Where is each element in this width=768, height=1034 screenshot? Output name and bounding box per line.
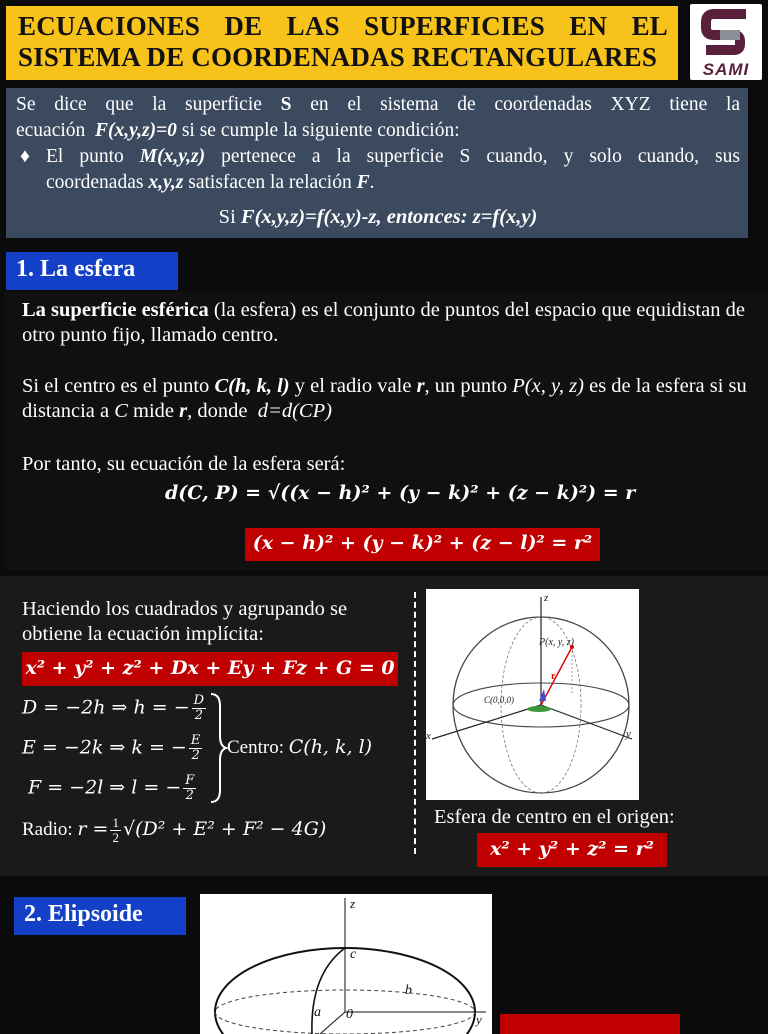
ellip-label-o: 0 (346, 1007, 353, 1022)
right-brace-icon (208, 692, 228, 804)
origin-equation-box: x² + y² + z² = r² (477, 833, 667, 867)
logo-text: SAMI (702, 60, 750, 79)
def-condition: Si F(x,y,z)=f(x,y)-z, entonces: z=f(x,y) (218, 206, 538, 228)
title-line-1: ECUACIONES DE LAS SUPERFICIES EN EL (18, 11, 668, 41)
sphere-equation-box: (x − h)² + (y − k)² + (z − l)² = r² (245, 528, 600, 561)
fig-label-y: y (626, 728, 631, 740)
distance-equation: d(C, P) = √((x − h)² + (y − k)² + (z − k)²) = r (165, 482, 636, 504)
dashed-divider (414, 592, 416, 854)
implicit-intro-text: Haciendo los cuadrados y agrupando se obtiene la ecuación implícita: (22, 598, 348, 645)
ellipsoid-figure (200, 894, 492, 1034)
def-line-2: ecuación F(x,y,z)=0 si se cumple la siguiente condición: (16, 120, 460, 141)
sphere-equation-intro: Por tanto, su ecuación de la esfera será: (22, 453, 346, 475)
system-line-d: D = −2h ⇒ h = − $\frac{D}{2}$ (22, 693, 205, 723)
system-line-f: F = −2l ⇒ l = − $\frac{F}{2}$ (28, 773, 195, 803)
page-title (6, 6, 678, 80)
ellip-label-y: y (476, 1012, 482, 1027)
origin-caption: Esfera de centro en el origen: (434, 806, 675, 828)
ellipsoid-equation-box-clipped (500, 1014, 680, 1034)
fig-label-c: C(0,0,0) (484, 695, 514, 705)
center-result: Centro: C(h, k, l) (227, 736, 373, 758)
def-bullet: ♦ El punto M(x,y,z) pertenece a la superficie S cuando, y solo cuando, sus coordenadas x,y,z satisfacen la relación F. (20, 146, 740, 193)
y-axis (541, 705, 632, 739)
ellip-label-b: b (405, 983, 412, 998)
fig-label-r: r (551, 671, 556, 682)
logo-s-icon (690, 4, 762, 62)
def-line-1: Se dice que la superficie S en el sistema de coordenadas XYZ tiene la (16, 94, 741, 115)
ellipsoid-x-axis (320, 1012, 345, 1034)
angle-marker (539, 689, 546, 701)
section-esfera-heading: 1. La esfera (6, 252, 178, 290)
sphere-figure (426, 589, 639, 800)
sphere-center-text: Si el centro es el punto C(h, k, l) y el radio vale r, un punto P(x, y, z) es de la esfera si su distancia a C mide r, donde d=d(CP) (22, 375, 747, 422)
implicit-equation-box: x² + y² + z² + Dx + Ey + Fz + G = 0 (22, 652, 398, 686)
ellip-label-c: c (350, 947, 357, 962)
fig-label-z: z (544, 592, 549, 604)
radius-formula: Radio: r = $\frac{1}{2}$ √(D² + E² + F² − 4G) (22, 815, 327, 845)
section-elipsoide-heading: 2. Elipsoide (14, 897, 186, 935)
base-marker (527, 706, 551, 712)
ellipsoid-meridian (312, 948, 345, 1034)
diamond-bullet-icon: ♦ (20, 146, 30, 167)
ellip-label-a: a (314, 1005, 321, 1020)
radius-line (541, 647, 572, 705)
title-line-2: SISTEMA DE COORDENADAS RECTANGULARES (18, 42, 658, 72)
fig-label-x: x (426, 730, 431, 742)
definition-box (6, 88, 748, 238)
sphere-definition-text: La superficie esférica (la esfera) es el conjunto de puntos del espacio que equidistan de otro punto fijo, llamado centro. (22, 299, 745, 346)
system-line-e: E = −2k ⇒ k = − $\frac{E}{2}$ (22, 733, 201, 763)
ellip-label-z: z (350, 896, 356, 911)
fig-label-p: P(x, y, z) (539, 637, 574, 648)
x-axis (432, 705, 541, 739)
